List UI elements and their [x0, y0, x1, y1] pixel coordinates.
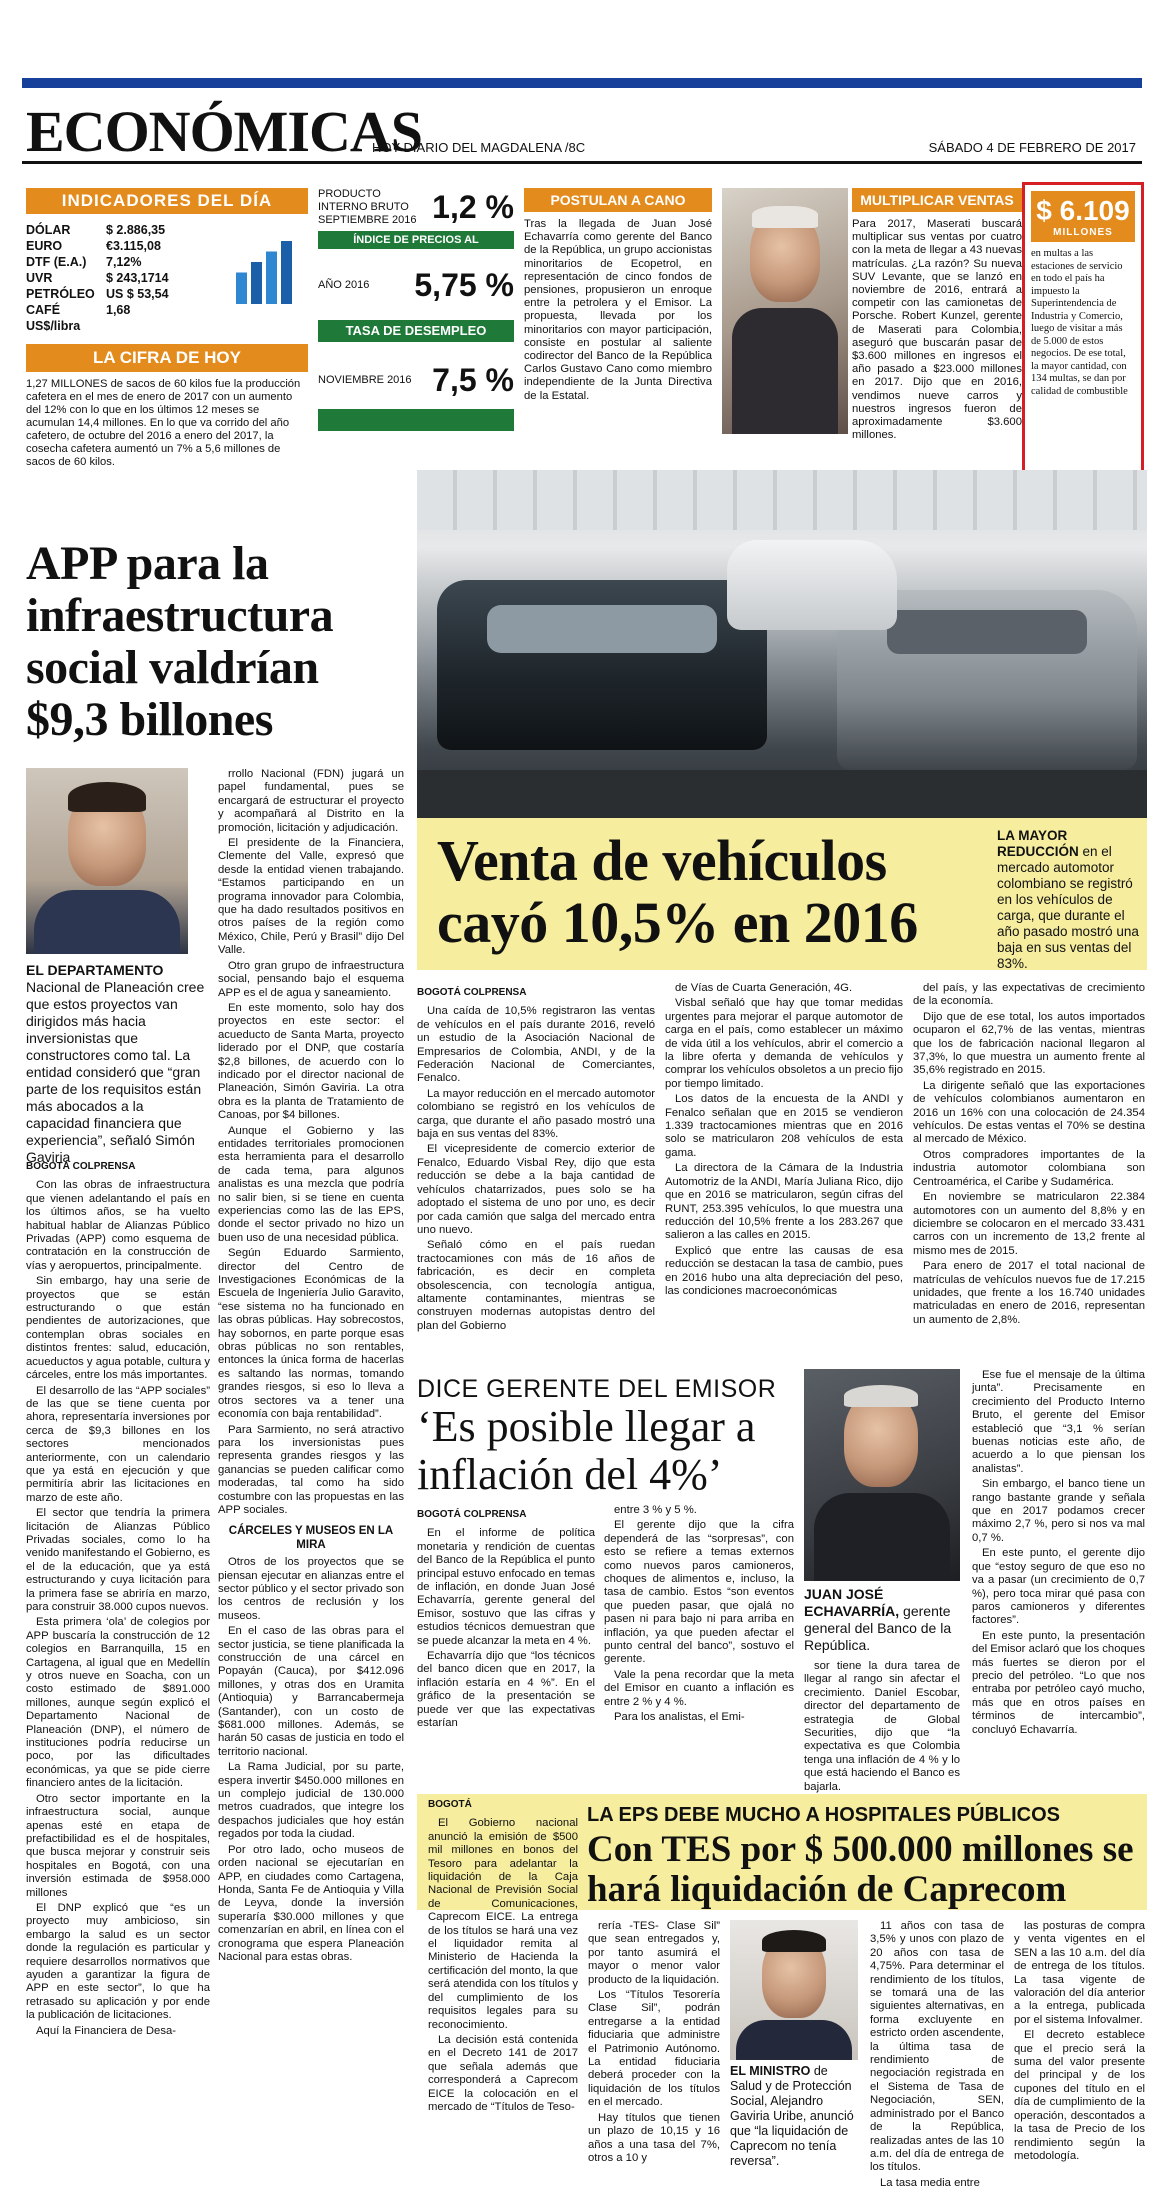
vehicles-col3-paragraphs: [913, 982, 1145, 1327]
tes-col4-paragraphs: [1014, 1920, 1145, 2163]
gaviria-photo: [26, 768, 188, 954]
fines-amount-box: [1031, 191, 1135, 242]
tes-byline: BOGOTÁ: [428, 1799, 472, 1810]
tes-caption-text: de Salud y de Protección Social, Alejandro Gaviria Uribe, anunció que “la liquidación de Caprecom no tenía reversa”.: [730, 2064, 854, 2168]
app-column-2: [218, 768, 404, 2168]
suv-black-window: [487, 605, 717, 653]
fines-unit: MILLONES: [1053, 227, 1113, 238]
echavarria-suit: [814, 1493, 950, 1581]
indicator-value: $ 243,1714: [106, 271, 169, 285]
section-title: ECONÓMICAS: [26, 99, 423, 164]
fines-callout: [1022, 182, 1144, 508]
chart-bar: [251, 262, 262, 304]
paragraph: Visbal señaló que hay que tomar medidas urgentes para mejorar el parque automotor de carga en el país, como establecer un máximo de vida útil a los vehículos, abrir el comercio a la libre oferta y demanda de vehículos y comprar los vehículos obsoletos a un precio fijo por tiempo limitado.: [665, 997, 903, 1090]
paragraph: Por otro lado, ocho museos de orden nacional se ejecutarían en APP, en ciudades como Cartagena, Honda, Santa Fe de Antioquia y Villa de Leyva, donde la inversión superaría $30.000 millones y que comenzarían en abril, en línea con el cronograma que espera Planeación Nacional para estas obras.: [218, 1843, 404, 1963]
echavarria-hair: [844, 1385, 918, 1407]
paragraph: Los “Títulos Tesorería Clase Sil”, podrán entregarse a la entidad fiduciaria que administre el Patrimonio Autónomo. La entidad fiduciaria deberá proceder con la liquidación de los títulos en el mercado.: [588, 1989, 720, 2109]
vehicles-col1-paragraphs: [417, 1005, 655, 1333]
paper-name: HOY DIARIO DEL MAGDALENA /8C: [372, 140, 586, 155]
green-strip: [318, 409, 514, 431]
indicator-name: DÓLAR: [26, 223, 71, 237]
vehicles-caption-lead: LA MAYOR REDUCCIÓN: [997, 828, 1079, 859]
ipc-value: 5,75 %: [414, 267, 514, 303]
paragraph: 11 años con tasa de 3,5% y unos con plazo de 20 años con tasa de 4,75%. Para determinar el rendimiento de los títulos, se tomará una de las siguientes alternativas, en forma excluyente en estricto orden ascendente, la última tasa de rendimiento de negociación registrada en el Sistema de Tasa de Negociación, SEN, administrado por el Banco de la República, realizadas antes de las 10 a.m. del día de entrega de los títulos.: [870, 1920, 1004, 2174]
paragraph: Para enero de 2017 el total nacional de matrículas de vehículos nuevos fue de 17.215 unidades, que frente a los 16.740 unidades matriculadas en enero de 2016, representan un aumento de 2,8%.: [913, 1260, 1145, 1326]
emisor-byline: BOGOTÁ COLPRENSA: [417, 1509, 527, 1520]
app-caption-lead: EL DEPARTAMENTO: [26, 962, 164, 978]
paragraph: La dirigente señaló que las exportaciones de vehículos colombianos aumentaron en 2016 un 16% con una colocación de 24.354 vehículos. De estas ventas el 70% se destina al mercado de México.: [913, 1079, 1145, 1146]
macro-indicators: [318, 188, 514, 488]
indicator-name: DTF (E.A.): [26, 255, 87, 269]
desempleo-label: NOVIEMBRE 2016: [318, 374, 412, 386]
tes-kicker: LA EPS DEBE MUCHO A HOSPITALES PÚBLICOS: [587, 1804, 1060, 1826]
paragraph: Hay títulos que tienen un plazo de 10,15 y 16 años a una tasa del 7%, otros a 10 y: [588, 2111, 720, 2164]
showroom-ceiling: [417, 470, 1147, 530]
paragraph: En este punto, la presentación del Emisor aclaró que los choques más fuertes se dieron por el precio del petróleo. “Lo que nos entraba por petróleo cayó mucho, más que en otros países en términos de intercambio”, concluyó Echavarría.: [972, 1629, 1145, 1736]
pib-value: 1,2 %: [432, 189, 514, 225]
paragraph: El decreto establece que el precio será la suma del valor presente del principal y de los cupones del título en el día de cumplimiento de la operación, descontados a la tasa de Precio de los rendimiento según la metodología.: [1014, 2029, 1145, 2162]
app-column-1: [26, 1156, 210, 2166]
tes-col1-paragraphs: [428, 1817, 578, 2114]
maserati-title: MULTIPLICAR VENTAS: [852, 188, 1022, 212]
paragraph: En el informe de política monetaria y rendición de cuentas del Banco de la República el punto principal estuvo enfocado en temas de inflación, en donde Juan José Echavarría, gerente general del Emisor, sostuvo que las cifras y estudios técnicos demuestran que se puede alcanzar la meta en 4 %.: [417, 1527, 595, 1647]
pib-label: PRODUCTO INTERNO BRUTO SEPTIEMBRE 2016: [318, 188, 417, 226]
paragraph: entre 3 % y 5 %.: [614, 1504, 697, 1516]
paragraph: El DNP explicó que “es un proyecto muy ambicioso, sin embargo la salud es un sector donde la regulación es particular y requiere desarrollos normativos que ayuden a garantizar la figura de APP en este sector”, lo que ha retrasado su aplicación y por ende la publicación de licitaciones.: [26, 1901, 210, 2022]
app-col2-paragraphs: [218, 768, 404, 1517]
indicator-value: 1,68: [106, 303, 131, 317]
postulan-text: Tras la llegada de Juan José Echavarría como gerente del Banco de la República, un grupo accionistas minoritarios de Ecopetrol, en representación de cinco fondos de pensiones, propusieron un enroque entre la petrolera y el Emisor. La propuesta, llevada por los minoritarios con mayor participación, consiste en postular al saliente codirector del Banco de la República Carlos Gustavo Cano como miembro independiente de la Junta Directiva de la Estatal.: [524, 218, 712, 402]
paragraph: sor tiene la dura tarea de llegar al rango sin afectar el crecimiento. Daniel Escobar, director del departamento de estrategia de Global Securities, dijo que “la expectativa es que Colombia tenga una inflación de 4 % y lo que está haciendo el Banco es bajarla.: [804, 1660, 960, 1793]
paragraph: Para los analistas, el Emi-: [614, 1711, 745, 1724]
tes-headline: Con TES por $ 500.000 millones se hará liquidación de Caprecom: [587, 1829, 1134, 1910]
paragraph: Según Eduardo Sarmiento, director del Centro de Investigaciones Económicas de la Escuela de Ingeniería Julio Garavito, “ese sistema no ha funcionado en las obras públicas. Hay sobrecostos, hay sobornos, en parte porque esas obras públicas no son rentables, entonces la única forma de hacerlas es saltando las normas, tomando grandes riesgos, si eso lo lleva a otros sectores va a tener una economía con baja rentabilidad”.: [218, 1247, 404, 1421]
chart-bar: [281, 241, 292, 304]
tes-column-1: [428, 1794, 578, 2166]
indicator-name: CAFÉ US$/libra: [26, 303, 81, 333]
app-byline: BOGOTÁ COLPRENSA: [26, 1161, 136, 1172]
indicator-name: UVR: [26, 271, 53, 285]
emisor-caption-text: gerente general del Banco de la República.: [804, 1603, 952, 1653]
emisor-kicker: DICE GERENTE DEL EMISOR: [417, 1375, 777, 1403]
paragraph: La Rama Judicial, por su parte, espera invertir $450.000 millones en un complejo judicial de 130.000 metros cuadrados, que integre los despachos judiciales que hoy están regados por toda la ciudad.: [218, 1761, 404, 1841]
indicators-chart-icon: [230, 228, 300, 308]
emisor-column-2: [604, 1504, 794, 1788]
app-headline: APP para la infraestructura social valdrían $9,3 billones: [26, 537, 334, 746]
emisor-caption: [804, 1586, 960, 1654]
app-col1-paragraphs: [26, 1179, 210, 2038]
postulan-title: POSTULAN A CANO: [524, 188, 712, 212]
paragraph: La decisión está contenida en el Decreto 141 de 2017 que señala además que corresponderá a Caprecom EICE la colocación en el mercado de “Títulos de Teso-: [428, 2033, 578, 2113]
indicator-value: US $ 53,54: [106, 287, 169, 301]
paragraph: La mayor reducción en el mercado automotor colombiano se registró en los vehículos de carga, que durante el año pasado mostró una baja en sus ventas del 83%.: [417, 1087, 655, 1141]
cano-suit: [732, 308, 838, 434]
emisor-col3-paragraphs: [804, 1660, 960, 1794]
desempleo-value: 7,5 %: [432, 362, 514, 398]
paragraph: La tasa media entre: [880, 2176, 980, 2189]
paragraph: Otros compradores importantes de la industria automotor colombiana son Centroamérica, el Caribe y Sudamérica.: [913, 1148, 1145, 1188]
app-caption-text: Nacional de Planeación cree que estos proyectos van dirigidos más hacia inversionistas que constructores como tal. La entidad consideró que “gran parte de los requisitos están más abocados a la capacidad financiera que experiencia”, señaló Simón Gaviria: [26, 979, 205, 1165]
indicator-value: 7,12%: [106, 255, 142, 269]
paragraph: En noviembre se matricularon 22.384 automotores con un aumento del 8,8% y en diciembre se colocaron en el mercado 33.431 carros con un incremento de 13,2 frente al mismo mes de 2015.: [913, 1191, 1145, 1257]
paragraph: Aquí la Financiera de Desa-: [36, 2024, 177, 2037]
tes-column-2: [588, 1920, 720, 2166]
minister-suit: [736, 2020, 852, 2060]
tes-col2-paragraphs: [588, 1920, 720, 2165]
tes-column-3: [870, 1920, 1004, 2189]
paragraph: las posturas de compra y venta vigentes en el SEN a las 10 a.m. del día de entrega de los títulos. La tasa vigente de valoración del día anterior a la entrega, publicada por el sistema Infovalmer.: [1014, 1920, 1145, 2026]
emisor-col4-paragraphs: [972, 1369, 1145, 1737]
paragraph: Los datos de la encuesta de la ANDI y Fenalco señalan que en 2015 se vendieron 1.339 tractocamiones mientras que en 2016 solo se matricularon 208 vehículos de esta gama.: [665, 1093, 903, 1159]
minister-photo: [730, 1920, 858, 2060]
tes-col3-paragraphs: [870, 1920, 1004, 2190]
paragraph: El presidente de la Financiera, Clemente del Valle, expresó que desde la entidad vienen trabajando. “Estamos participando en un programa innovador para Colombia, que ha dado resultados positivos en otros países de la región como México, Chile, Perú y Brasil” dijo Del Valle.: [218, 837, 404, 957]
indicator-name: PETRÓLEO: [26, 287, 95, 301]
vehicles-column-3: [913, 982, 1145, 1362]
cifra-text: 1,27 MILLONES de sacos de 60 kilos fue la producción cafetera en el mes de enero de 2017 con un aumento del 12% con lo que en los últimos 12 meses se acumulan 14,4 millones. En lo que va corrido del año cafetero, de octubre del 2016 a enero del 2017, la cosecha cafetera aumentó un 7% a 5,6 millones de sacos de 60 kilos.: [26, 378, 301, 468]
paragraph: Aunque el Gobierno y las entidades territoriales promocionen esta herramienta para el desarrollo de cada tema, para algunos analistas es una mezcla que podría no salir bien, si se tiene en cuenta experiencias como las de las EPS, donde el sector privado no hizo un buen uso de una necesidad pública.: [218, 1124, 404, 1244]
maserati-text: Para 2017, Maserati buscará multiplicar sus ventas por cuatro con la meta de llegar a 43 nuevas matrículas. ¿La razón? Su nueva SUV Levante, que se lanzó en noviembre de 2016, entrará a competir con las camionetas de Porsche. Robert Kunzel, gerente de Maserati para Colombia, aseguró que buscarán pasar de $3.600 millones en ingresos el año pasado a $23.000 millones en 2017. Dijo que en 2016, vendimos nueve carros y nuestros ingresos fueron de aproximadamente $3.600 millones.: [852, 218, 1022, 442]
vehicles-column-1: [417, 982, 655, 1362]
paragraph: El desarrollo de las “APP sociales” de las que se tiene cuenta por ahora, representaría inversiones por cerca de $9,3 billones en los sectores mencionados anteriormente, con un calendario que ya está en ejecución y que permitiría abrir las licitaciones en marzo de este año.: [26, 1384, 210, 1504]
paragraph: Otro sector importante en la infraestructura social, aunque apenas esté en etapa de prefactibilidad es el de hospitales, que busca mejorar y construir seis hospitales en Bogotá, con una inversión estimada de $958.000 millones: [26, 1792, 210, 1899]
paragraph: Otros de los proyectos que se piensan ejecutar en alianzas entre el sector público y el sector privado son los centros de reclusión y los museos.: [218, 1556, 404, 1622]
issue-date: SÁBADO 4 DE FEBRERO DE 2017: [928, 140, 1136, 155]
emisor-column-3: [804, 1660, 960, 1793]
top-color-bar: [22, 78, 1142, 88]
paragraph: Explicó que entre las causas de esa reducción se destacan la tasa de cambio, pues en 2016 hubo una alta depreciación del peso, las condiciones macroeconómicas: [665, 1244, 903, 1297]
fines-amount: $ 6.109: [1036, 195, 1130, 226]
ipc-bar: ÍNDICE DE PRECIOS AL CONSUMIDOR: [318, 231, 514, 249]
paragraph: rería -TES- Clase Sil” que sean entregados y, por tanto asumirá el mayor o menor valor producto de la liquidación.: [588, 1920, 720, 1986]
indicator-name: EURO: [26, 239, 63, 253]
vehicles-headline: Venta de vehículos cayó 10,5% en 2016: [437, 828, 918, 955]
showroom-floor: [417, 770, 1147, 818]
vehicles-col2-paragraphs: [665, 982, 903, 1298]
paragraph: En este momento, solo hay dos proyectos en este sector: el acueducto de Santa Marta, proyecto liderado por el DNP, que costaría $2,8 billones, de acuerdo con lo indicado por el director nacional de Planeación, Simón Gaviria. La otra obra es la planta de Tratamiento de Canoas, por $4 billones.: [218, 1001, 404, 1122]
paragraph: La directora de la Cámara de la Industria Automotriz de la ANDI, María Juliana Rico, dijo que en 2016 se matricularon, según cifras del RUNT, 253.395 vehículos, lo que muestra una reducción del 10,5% frente a los 283.267 que salieron a las calles en 2015.: [665, 1162, 903, 1242]
chart-bar: [266, 252, 277, 305]
suv-silver-window: [887, 610, 1087, 654]
paragraph: Vale la pena recordar que la meta del Emisor en cuanto a inflación es entre 2 % y 4 %.: [604, 1668, 794, 1708]
suv-white: [727, 540, 897, 630]
paragraph: Para Sarmiento, no será atractivo para los inversionistas pues representa grandes riesgos y las ganancias se pueden calificar como moderadas, tal como ha sido costumbre con las propuestas en las APP sociales.: [218, 1423, 404, 1516]
newspaper-page: [22, 78, 1145, 2189]
emisor-headline: ‘Es posible llegar a inflación del 4%’: [417, 1402, 756, 1499]
vehicles-column-2: [665, 982, 903, 1362]
echavarria-photo: [804, 1369, 960, 1581]
vehicles-caption: [997, 828, 1145, 972]
vehicles-caption-text: en el mercado automotor colombiano se registró en los vehículos de carga, que durante el año pasado mostró una baja en sus ventas del 83%.: [997, 844, 1139, 971]
maserati-box: [852, 188, 1022, 488]
tes-column-4: [1014, 1920, 1145, 2166]
emisor-caption-lead: JUAN JOSÉ ECHAVARRÍA,: [804, 1586, 900, 1619]
app-subhead: CÁRCELES Y MUSEOS EN LA MIRA: [228, 1525, 394, 1551]
ipc-label: AÑO 2016: [318, 279, 370, 291]
app-col2b-paragraphs: [218, 1556, 404, 1964]
paragraph: Señaló cómo en el país ruedan tractocamiones con más de 16 años de fabricación, es decir en completa obsolescencia, con tecnología antigua, altamente contaminantes, mientras se construyen modernas autopistas dentro del plan del Gobierno: [417, 1239, 655, 1332]
paragraph: El gerente dijo que la cifra dependerá de las “sorpresas”, con esto se refiere a temas externos como nuevos paros camioneros, choques de alimentos e, incluso, la tasa de cambio. Estos “son eventos que pueden pasar, que ojalá no pasen ni para bajo ni para arriba en inflación, ya que pueden afectar el punto central del banco”, sostuvo el gerente.: [604, 1519, 794, 1666]
paragraph: de Vías de Cuarta Generación, 4G.: [675, 982, 853, 994]
indicator-value: $ 2.886,35: [106, 223, 166, 237]
cano-photo: [722, 188, 848, 434]
paragraph: En el caso de las obras para el sector justicia, se tiene planificada la construcción de una cárcel en Popayán (Cauca), por $412.096 millones, y otras dos en Uramita (Antioquia) y Barrancabermeja (Santander), con un costo de $681.000 millones. Además, se harán 50 casas de justicia en todo el territorio nacional.: [218, 1625, 404, 1758]
paragraph: Dijo que de ese total, los autos importados ocuparon el 62,7% de las ventas, mientras que los de fabricación nacional llegaron al 37,3%, lo que muestra un aumento frente al 35,6% registrado en 2015.: [913, 1010, 1145, 1077]
emisor-col2-paragraphs: [604, 1504, 794, 1725]
paragraph: El vicepresidente de comercio exterior de Fenalco, Eduardo Visbal Rey, dijo que esta reducción se debe a la baja cantidad de vehículos chatarrizados, pues solo se ha adoptado el sistema de uno por uno, es decir por cada camión que salga del mercado entra uno nuevo.: [417, 1143, 655, 1236]
vehicles-byline: BOGOTÁ COLPRENSA: [417, 987, 527, 998]
cano-hair: [752, 206, 818, 228]
emisor-column-4: [972, 1369, 1145, 1789]
paragraph: rrollo Nacional (FDN) jugará un papel fundamental, pues se encargará de estructurar el proyecto y acompañará al Distrito en la promoción, licitación y adjudicación.: [218, 768, 404, 834]
gaviria-suit: [34, 890, 180, 954]
tes-caption-lead: EL MINISTRO: [730, 2064, 811, 2078]
indicator-value: €3.115,08: [106, 239, 161, 253]
desempleo-bar: TASA DE DESEMPLEO: [318, 320, 514, 342]
masthead: [22, 98, 1142, 164]
paragraph: Sin embargo, el banco tiene un rango bastante grande y señala que en 2017 podamos crecer máximo 2,7 %, pero si nos va mal 0,7 %.: [972, 1478, 1145, 1544]
fines-text: en multas a las estaciones de servicio en todo el país ha impuesto la Superintendencia de Industria y Comercio, luego de visitar a más de 5.000 de estos negocios. De ese total, la mayor cantidad, con 134 multas, se dan por calidad de combustible: [1031, 248, 1128, 397]
chart-bar: [236, 273, 247, 305]
gaviria-hair: [68, 782, 146, 812]
paragraph: Una caída de 10,5% registraron las ventas de vehículos en el país durante 2016, reveló un estudio de la Asociación Nacional de Empresarios de Colombia, ANDI, y de la Federación Nacional de Comerciantes, Fenalco.: [417, 1005, 655, 1085]
emisor-col1-paragraphs: [417, 1527, 595, 1730]
paragraph: Con las obras de infraestructura que vienen adelantando el país en los últimos años, se ha vuelto habitual hablar de Alianzas Público Privadas (APP) como esquema de contratación en la construcción de vías y aeropuertos, principalmente.: [26, 1179, 210, 1272]
app-caption: [26, 962, 210, 1166]
paragraph: El Gobierno nacional anunció la emisión de $500 mil millones en bonos del Tesoro para adelantar la liquidación de la Caja Nacional de Previsión Social de Comunicaciones, Caprecom EICE. La entrega de los títulos se hará una vez el liquidador remita al Ministerio de Hacienda la certificación del monto, la que será atendida con los títulos y del cumplimiento de los requisitos legales para su reconocimiento.: [428, 1817, 578, 2031]
paragraph: En este punto, el gerente dijo que “estoy seguro de que eso no va a pasar (un crecimiento de 0,7 %), pero toca mirar qué pasa con paros camioneros y diferentes factores”.: [972, 1547, 1145, 1627]
paragraph: El sector que tendría la primera licitación de Alianzas Público Privadas sociales, como lo ha venido manifestando el Gobierno, es el de la educación, que ya está estructurando y cuya licitación para la primera fase se abriría en marzo, para construir 38.000 cupos nuevos.: [26, 1507, 211, 1613]
paragraph: Otro gran grupo de infraestructura social, pensando bajo el esquema APP es el de agua y saneamiento.: [218, 959, 404, 999]
vehicles-photo: [417, 470, 1147, 818]
emisor-column-1: [417, 1504, 595, 1788]
paragraph: del país, y las expectativas de crecimiento de la economía.: [913, 982, 1145, 1008]
indicators-box: [26, 188, 308, 518]
paragraph: Sin embargo, hay una serie de proyectos que se están estructurando o que están pendientes de autorizaciones, que contemplan obras sociales en distintos frentes: salud, educación, acueductos y agua potable, cultura y cárceles, entre los más importantes.: [26, 1275, 211, 1382]
postulan-box: [524, 188, 864, 488]
paragraph: Esta primera ‘ola’ de colegios por APP buscaría la construcción de 12 colegios en Barranquilla, 15 en Cartagena, al igual que en Medellín y otros nueve en Soacha, con un costo estimado de $891.000 millones, aunque según explicó el Departamento Nacional de Planeación (DNP), el número de instituciones podría reducirse un poco, por las dificultades económicas, ya que se pide cierre financiero antes de la licitación.: [26, 1616, 210, 1790]
minister-hair: [762, 1930, 826, 1952]
indicators-title: INDICADORES DEL DÍA: [26, 188, 308, 214]
cifra-title: LA CIFRA DE HOY: [26, 344, 308, 372]
tes-caption: [730, 2064, 860, 2169]
paragraph: Ese fue el mensaje de la última junta”. Precisamente en crecimiento del Producto Interno Bruto, el gerente del Emisor estableció que “3,1 % serían buenas noticias este año, de acuerdo a lo que piensan los analistas”.: [972, 1369, 1145, 1475]
paragraph: Echavarría dijo que “los técnicos del banco dicen que en 2017, la inflación estaría en 4 %”. En el gráfico de la presentación se puede ver que las expectativas estarían: [417, 1650, 595, 1730]
